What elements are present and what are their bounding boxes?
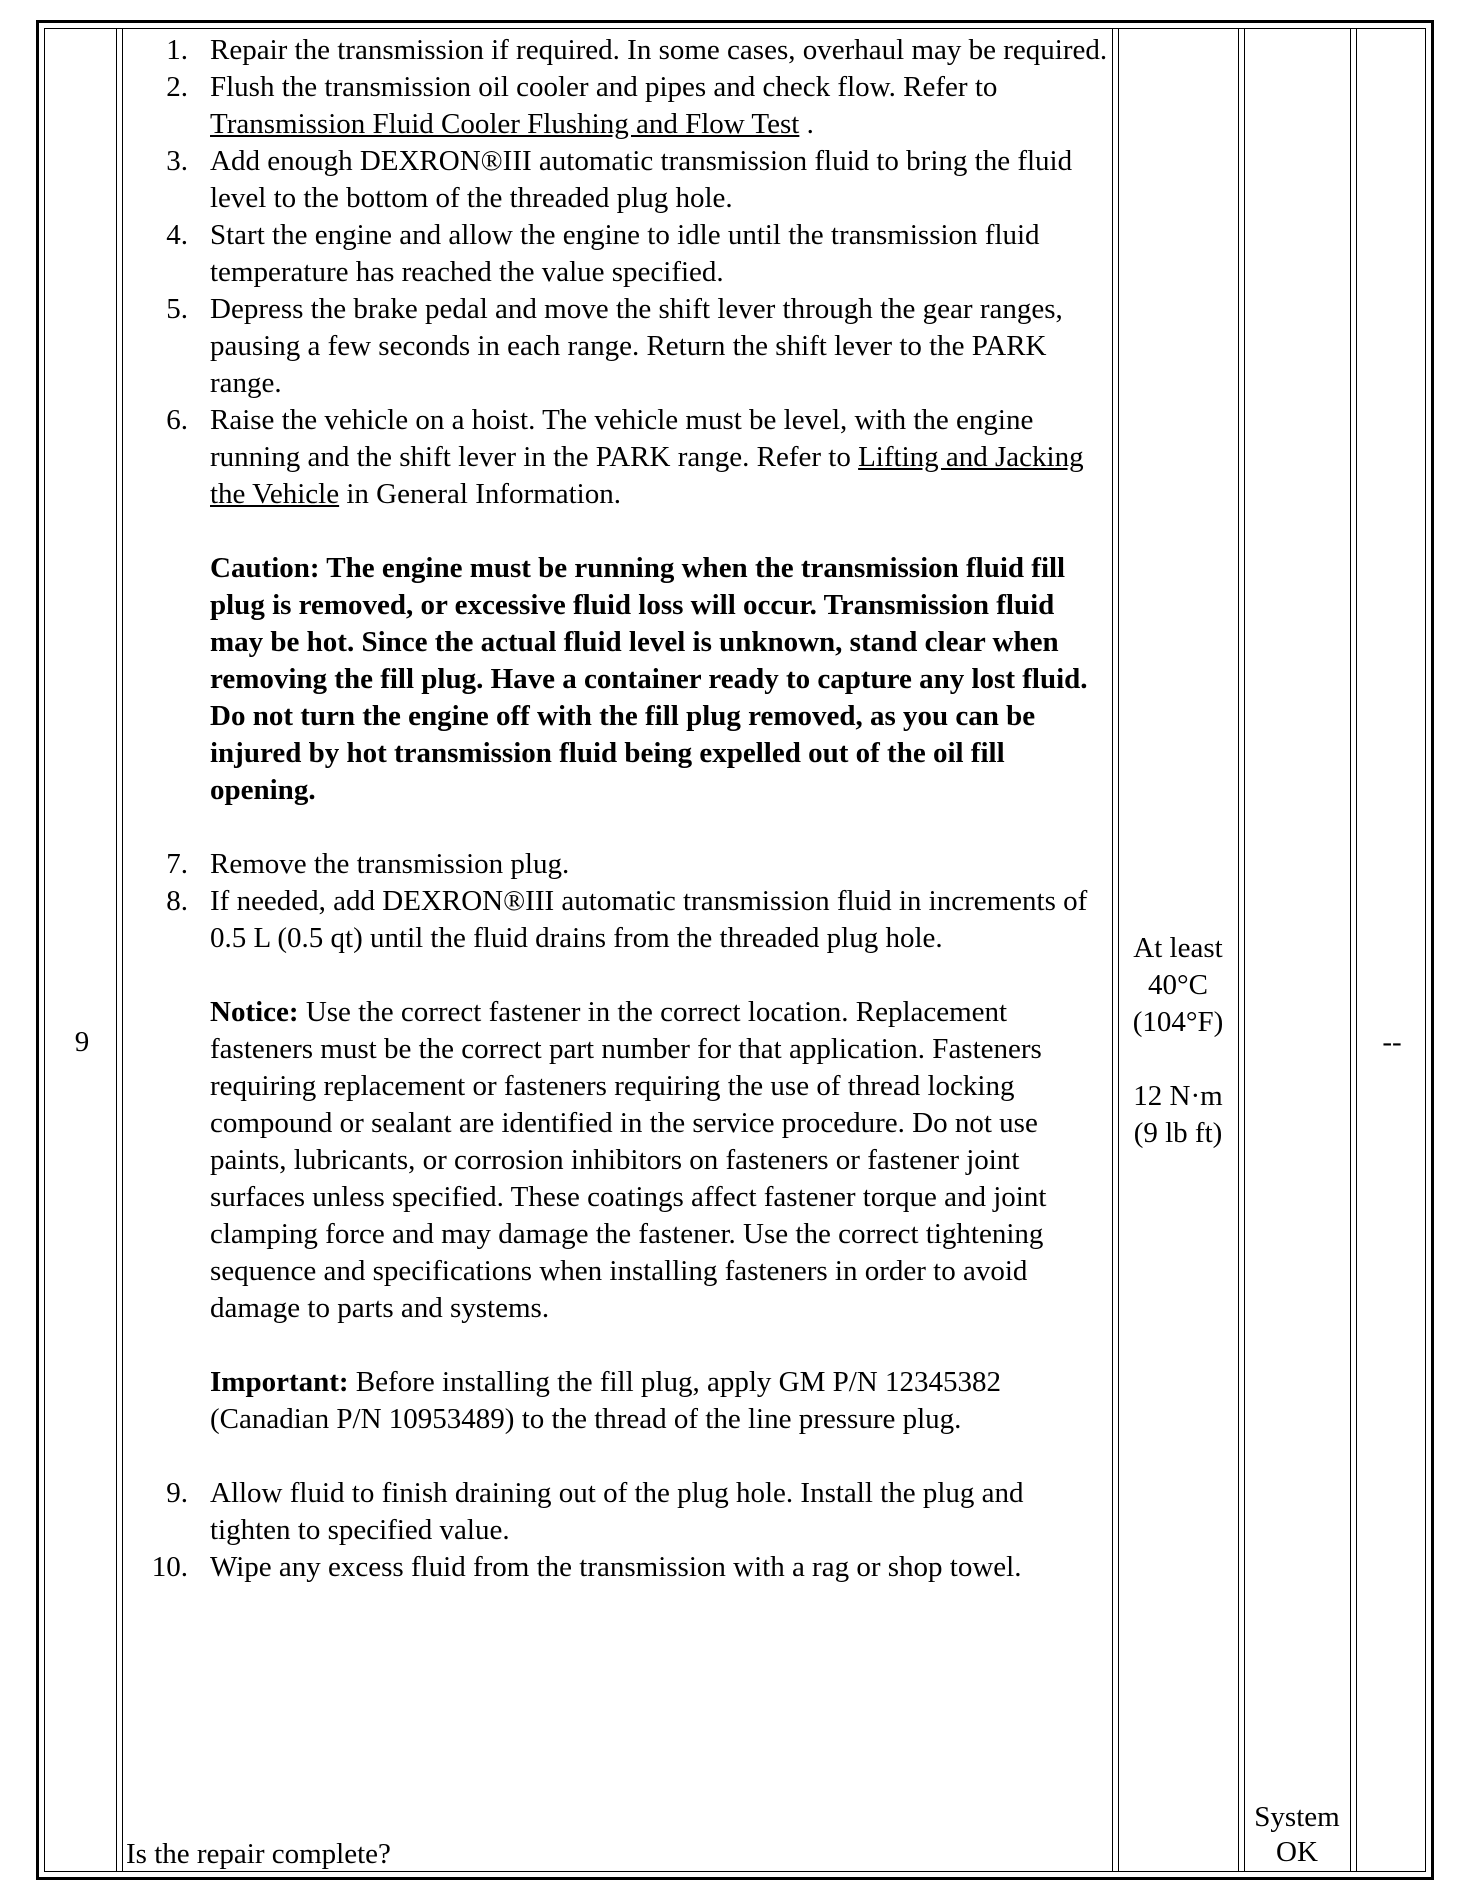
column-divider: [1350, 28, 1351, 1872]
procedure-step: [126, 402, 1108, 513]
repair-complete-question: Is the repair complete?: [126, 1838, 391, 1870]
procedure-step: [126, 143, 1108, 217]
reference-link[interactable]: Transmission Fluid Cooler Flushing and Flow Test: [210, 108, 800, 140]
temp-line-1: At least: [1133, 932, 1223, 964]
procedure-step: [126, 883, 1108, 957]
step-index: 3.: [166, 145, 188, 177]
step-index: 9.: [166, 1477, 188, 1509]
caution-text: Caution: The engine must be running when the transmission fluid fill plug is removed, or excessive fluid loss will occur. Transmission fluid may be hot. Since the actual fluid level is unknown, stand clear when removing the fill plug. Have a container ready to capture any lost fluid. Do not turn the engine off with the fill plug removed, as you can be injured by hot transmission fluid being expelled out of the oil fill opening.: [210, 552, 1088, 806]
column-divider: [1112, 28, 1113, 1872]
step-text: Add enough DEXRON®III automatic transmission fluid to bring the fluid level to the bottom of the threaded plug hole.: [210, 145, 1073, 214]
step-text: If needed, add DEXRON®III automatic transmission fluid in increments of 0.5 L (0.5 qt) until the fluid drains from the threaded plug hole.: [210, 885, 1088, 954]
important-text: [126, 1364, 1108, 1438]
step-index: 8.: [166, 885, 188, 917]
column-divider: [1238, 28, 1239, 1872]
step-text: Allow fluid to finish draining out of the plug hole. Install the plug and tighten to specified value.: [210, 1477, 1024, 1546]
procedure-step: [126, 1475, 1108, 1549]
notice-text: [126, 994, 1108, 1327]
temp-line-3: (104°F): [1132, 1006, 1224, 1038]
column-divider: [1118, 28, 1119, 1872]
step-text: Raise the vehicle on a hoist. The vehicle must be level, with the engine running and the shift lever in the PARK range. Refer to: [210, 404, 1034, 473]
procedure-step: [126, 217, 1108, 291]
action-cell: [126, 32, 1108, 1586]
value-cell: [1120, 930, 1236, 1152]
procedure-steps-1-6: [126, 32, 1108, 513]
important-label: Important:: [210, 1366, 349, 1398]
procedure-steps-9-10: [126, 1475, 1108, 1586]
column-divider: [1356, 28, 1357, 1872]
step-text: Depress the brake pedal and move the shift lever through the gear ranges, pausing a few seconds in each range. Return the shift lever to the PARK range.: [210, 293, 1063, 399]
notice-label: Notice:: [210, 996, 299, 1028]
step-number: 9: [74, 1026, 90, 1058]
notice-body: Use the correct fastener in the correct location. Replacement fasteners must be the correct part number for that application. Fasteners requiring replacement or fasteners requiring the use of thread locking compound or sealant are identified in the service procedure. Do not use paints, lubricants, or corrosion inhibitors on fasteners or fastener joint surfaces unless specified. These coatings affect fastener torque and joint clamping force and may damage the fastener. Use the correct tightening sequence and specifications when installing fasteners in order to avoid damage to parts and systems.: [210, 996, 1047, 1324]
step-index: 2.: [166, 71, 188, 103]
step-text: Start the engine and allow the engine to idle until the transmission fluid temperature has reached the value specified.: [210, 219, 1040, 288]
step-text: Wipe any excess fluid from the transmission with a rag or shop towel.: [210, 1551, 1022, 1583]
torque-line-2: (9 lb ft): [1133, 1117, 1223, 1149]
step-text: .: [799, 108, 814, 140]
procedure-step: [126, 291, 1108, 402]
procedure-steps-7-8: [126, 846, 1108, 957]
column-divider: [1244, 28, 1245, 1872]
reference-link[interactable]: Lifting and Jacking the Vehicle: [210, 441, 1084, 510]
yes-action: System OK: [1254, 1801, 1340, 1868]
important-body: Before installing the fill plug, apply GM P/N 12345382 (Canadian P/N 10953489) to the thread of the line pressure plug.: [210, 1366, 1001, 1435]
column-divider: [122, 28, 123, 1872]
step-text: Flush the transmission oil cooler and pipes and check flow. Refer to: [210, 71, 998, 103]
procedure-step: [126, 32, 1108, 69]
step-text: Repair the transmission if required. In some cases, overhaul may be required.: [210, 34, 1108, 66]
temp-line-2: 40°C: [1148, 969, 1208, 1001]
procedure-step: [126, 69, 1108, 143]
procedure-step: [126, 1549, 1108, 1586]
column-divider: [116, 28, 117, 1872]
step-text: Remove the transmission plug.: [210, 848, 570, 880]
step-index: 4.: [166, 219, 188, 251]
step-index: 6.: [166, 404, 188, 436]
step-index: 5.: [166, 293, 188, 325]
step-index: 10.: [151, 1551, 188, 1583]
step-index: 1.: [166, 34, 188, 66]
step-text: in General Information.: [339, 478, 621, 510]
procedure-step: [126, 846, 1108, 883]
no-action: --: [1382, 1026, 1402, 1058]
torque-line-1: 12 N·m: [1133, 1080, 1223, 1112]
step-index: 7.: [166, 848, 188, 880]
